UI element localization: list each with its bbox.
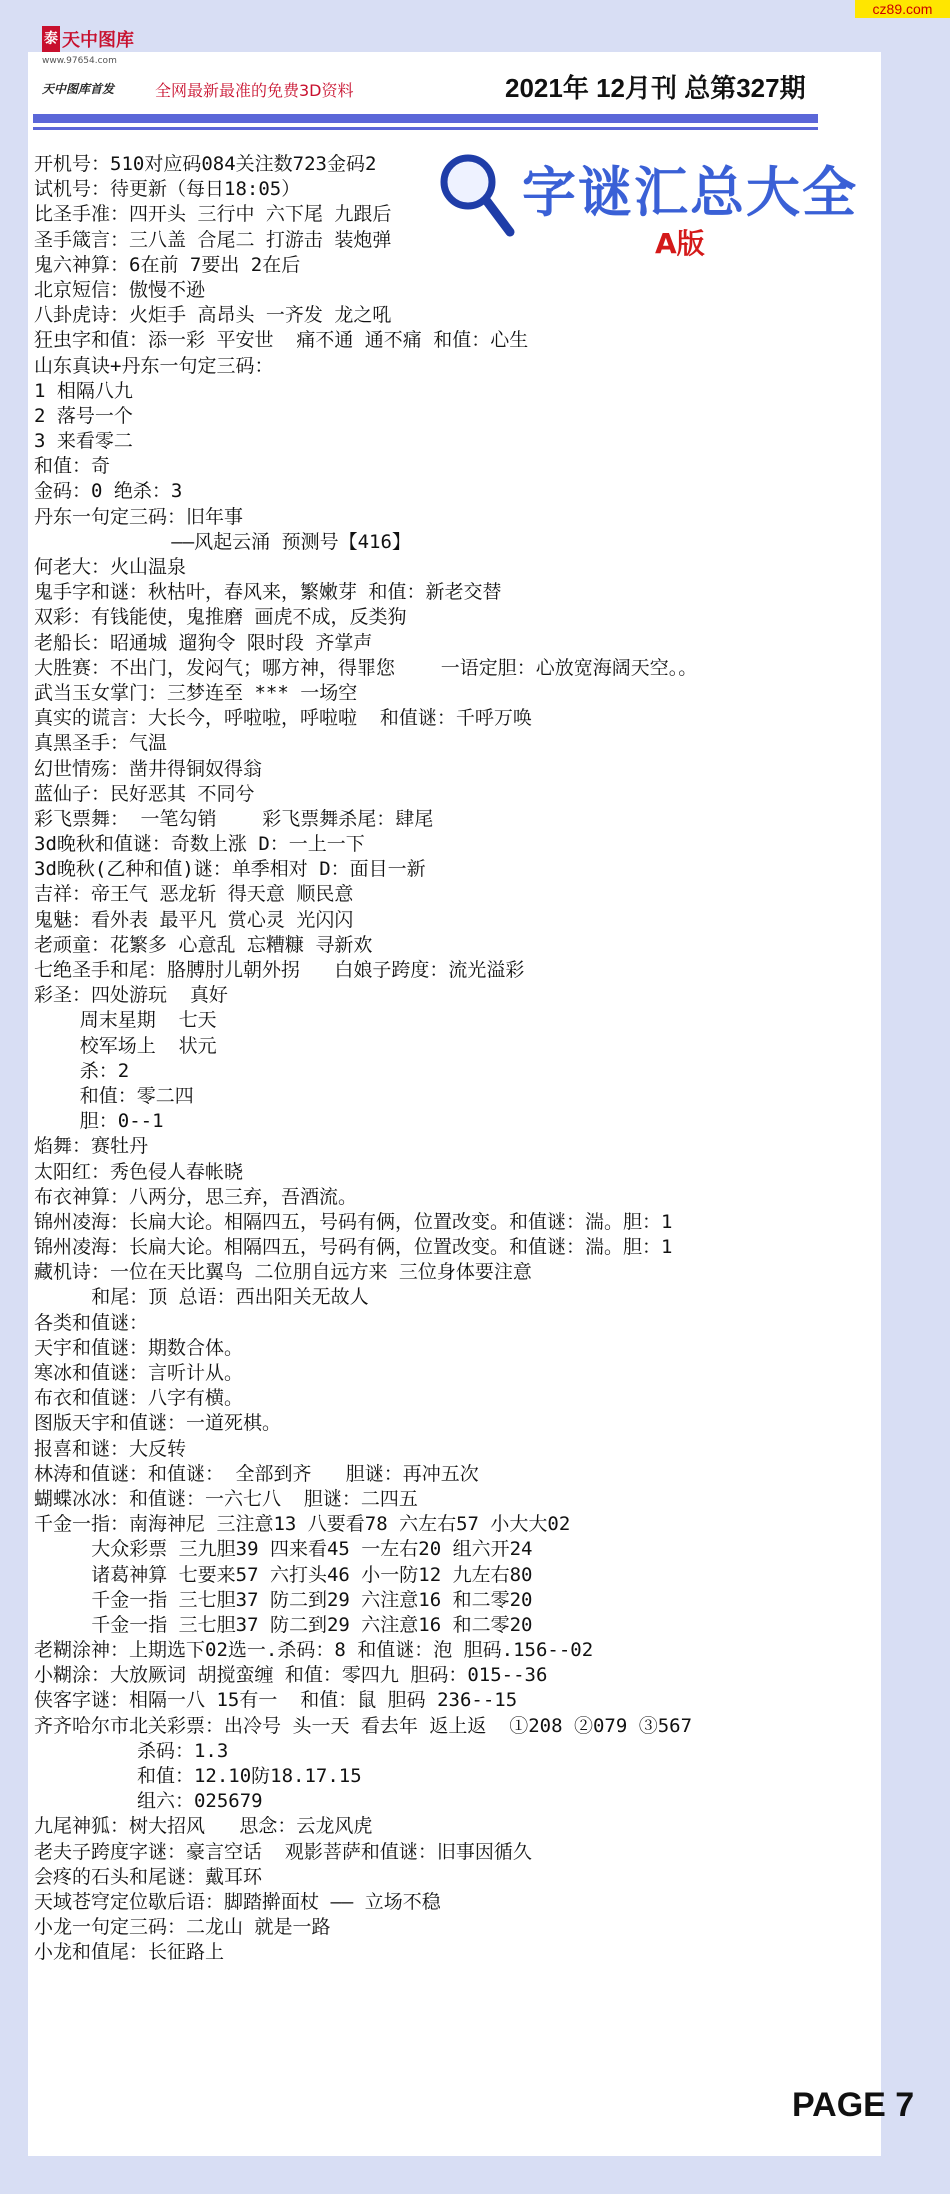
text-line: 太阳红：秀色侵人春帐晓 [34, 1160, 244, 1183]
text-line: 何老大：火山温泉 [34, 556, 187, 578]
logo-url: www.97654.com [42, 56, 117, 66]
text-line: 幻世情殇：凿井得铜奴得翁 [34, 757, 263, 780]
issue-label: 2021年 12月刊 总第327期 [505, 73, 806, 103]
text-line: 大胜赛：不出门，发闷气；哪方神，得罪您 一语定胆：心放宽海阔天空。。 [34, 656, 698, 679]
text-line: ——风起云涌 预测号【416】 [34, 530, 411, 553]
text-line: 齐齐哈尔市北关彩票：出冷号 头一天 看去年 返上返 ①208 ②079 ③567 [34, 1714, 693, 1737]
text-line: 千金一指 三七胆37 防二到29 六注意16 和二零20 [34, 1613, 533, 1636]
text-line: 和尾：顶 总语：西出阳关无故人 [34, 1286, 369, 1309]
text-line: 锦州凌海：长扁大论。相隔四五，号码有俩，位置改变。和值谜：湍。胆：1 [34, 1210, 673, 1233]
text-line: 北京短信：傲慢不逊 [34, 278, 206, 301]
text-line: 金码：0 绝杀：3 [34, 480, 183, 503]
text-line: 焰舞：赛牡丹 [34, 1135, 149, 1158]
text-line: 杀码：1.3 [34, 1739, 229, 1762]
text-line: 圣手箴言：三八盖 合尾二 打游击 装炮弹 [34, 228, 392, 251]
text-line: 3d晚秋(乙种和值)谜：单季相对 D：面目一新 [34, 858, 426, 881]
text-line: 老糊涂神：上期选下02选一.杀码：8 和值谜：泡 胆码.156--02 [34, 1639, 594, 1662]
text-line: 大众彩票 三九胆39 四来看45 一左右20 组六开24 [34, 1538, 533, 1561]
text-line: 组六：025679 [34, 1790, 263, 1813]
text-line: 老夫子跨度字谜：豪言空话 观影菩萨和值谜：旧事因循久 [34, 1840, 532, 1863]
text-line: 老船长：昭通城 遛狗令 限时段 齐掌声 [34, 631, 373, 654]
text-line: 鬼手字和谜：秋枯叶，春风来，繁嫩芽 和值：新老交替 [34, 581, 502, 604]
text-line: 彩飞票舞： 一笔勾销 彩飞票舞杀尾：肆尾 [34, 807, 434, 830]
text-line: 布衣和值谜：八字有横。 [34, 1387, 244, 1410]
text-line: 天域苍穹定位歇后语：脚踏擀面杖 —— 立场不稳 [34, 1890, 441, 1913]
text-line: 林涛和值谜：和值谜： 全部到齐 胆谜：再冲五次 [34, 1462, 479, 1485]
text-line: 开机号：510对应码084关注数723金码2 [34, 153, 377, 175]
logo-text: 天中图库 [62, 30, 134, 51]
text-line: 蓝仙子：民好恶其 不同兮 [34, 782, 255, 805]
text-line: 丹东一句定三码：旧年事 [34, 505, 244, 528]
text-line: 千金一指：南海神尼 三注意13 八要看78 六左右57 小大大02 [34, 1513, 571, 1536]
text-line: 武当玉女掌门：三梦连至 *** 一场空 [34, 681, 358, 704]
slogan-left: 天中图库首发 [42, 82, 115, 96]
header-divider-thin [33, 127, 818, 130]
text-line: 真实的谎言：大长今，呼啦啦，呼啦啦 和值谜：千呼万唤 [34, 707, 532, 730]
text-line: 真黑圣手：气温 [34, 732, 168, 755]
text-line: 千金一指 三七胆37 防二到29 六注意16 和二零20 [34, 1588, 533, 1611]
text-line: 吉祥：帝王气 恶龙斩 得天意 顺民意 [34, 883, 354, 906]
text-line: 比圣手准：四开头 三行中 六下尾 九跟后 [34, 203, 392, 226]
text-line: 和值：12.10防18.17.15 [34, 1765, 362, 1787]
text-line: 诸葛神算 七要来57 六打头46 小一防12 九左右80 [34, 1563, 533, 1586]
text-line: 周末星期 七天 [34, 1009, 217, 1032]
text-line: 和值：零二四 [34, 1084, 194, 1107]
text-line: 彩圣：四处游玩 真好 [34, 984, 228, 1007]
text-line: 老顽童：花繁多 心意乱 忘糟糠 寻新欢 [34, 933, 373, 956]
text-line: 3d晚秋和值谜：奇数上涨 D：一上一下 [34, 833, 365, 856]
text-line: 藏机诗：一位在天比翼鸟 二位朋自远方来 三位身体要注意 [34, 1261, 532, 1284]
text-line: 天宇和值谜：期数合体。 [34, 1336, 244, 1359]
text-line: 鬼魅：看外表 最平凡 赏心灵 光闪闪 [34, 908, 354, 931]
text-line: 3 来看零二 [34, 430, 133, 453]
text-line: 锦州凌海：长扁大论。相隔四五，号码有俩，位置改变。和值谜：湍。胆：1 [34, 1236, 673, 1259]
text-line: 试机号：待更新（每日18:05） [34, 178, 301, 201]
text-line: 会疼的石头和尾谜：戴耳环 [34, 1865, 263, 1888]
text-line: 山东真诀+丹东一句定三码： [34, 354, 274, 377]
text-line: 八卦虎诗：火炬手 高昂头 一齐发 龙之吼 [34, 304, 392, 327]
text-line: 狂虫字和值：添一彩 平安世 痛不通 通不痛 和值：心生 [34, 329, 529, 352]
text-line: 杀：2 [34, 1059, 130, 1082]
text-line: 校军场上 状元 [34, 1034, 217, 1057]
logo-mark-icon: 泰 [42, 26, 60, 52]
text-line: 寒冰和值谜：言听计从。 [34, 1362, 244, 1384]
text-line: 九尾神狐：树大招风 思念：云龙风虎 [34, 1815, 373, 1838]
text-line: 图版天宇和值谜：一道死棋。 [34, 1412, 282, 1435]
page-number: PAGE 7 [792, 2086, 915, 2124]
text-line: 胆：0--1 [34, 1110, 164, 1133]
text-line: 2 落号一个 [34, 404, 133, 427]
text-line: 侠客字谜：相隔一八 15有一 和值：鼠 胆码 236--15 [34, 1689, 518, 1712]
page-title: 字谜汇总大全 [522, 161, 858, 224]
page-subtitle: A版 [655, 227, 705, 260]
text-line: 小糊涂：大放厥词 胡搅蛮缠 和值：零四九 胆码：015--36 [34, 1664, 548, 1687]
site-watermark-tag: cz89.com [855, 0, 950, 18]
text-line: 七绝圣手和尾：胳膊肘儿朝外拐 白娘子跨度：流光溢彩 [34, 959, 525, 981]
text-line: 报喜和谜：大反转 [34, 1437, 187, 1460]
riddle-list [34, 152, 824, 1966]
slogan-main: 全网最新最准的免费3D资料 [155, 81, 354, 100]
text-line: 布衣神算：八两分，思三弃，吾酒流。 [34, 1185, 358, 1208]
text-line: 各类和值谜： [34, 1311, 149, 1334]
text-line: 蝴蝶冰冰：和值谜：一六七八 胆谜：二四五 [34, 1487, 418, 1510]
text-line: 小龙一句定三码：二龙山 就是一路 [34, 1916, 331, 1939]
text-line: 和值：奇 [34, 455, 111, 478]
text-line: 鬼六神算：6在前 7要出 2在后 [34, 253, 301, 276]
header-divider-thick [33, 114, 818, 123]
text-line: 小龙和值尾：长征路上 [34, 1941, 225, 1964]
text-line: 双彩：有钱能使，鬼推磨 画虎不成，反类狗 [34, 606, 407, 629]
logo [42, 22, 172, 66]
text-line: 1 相隔八九 [34, 379, 133, 402]
